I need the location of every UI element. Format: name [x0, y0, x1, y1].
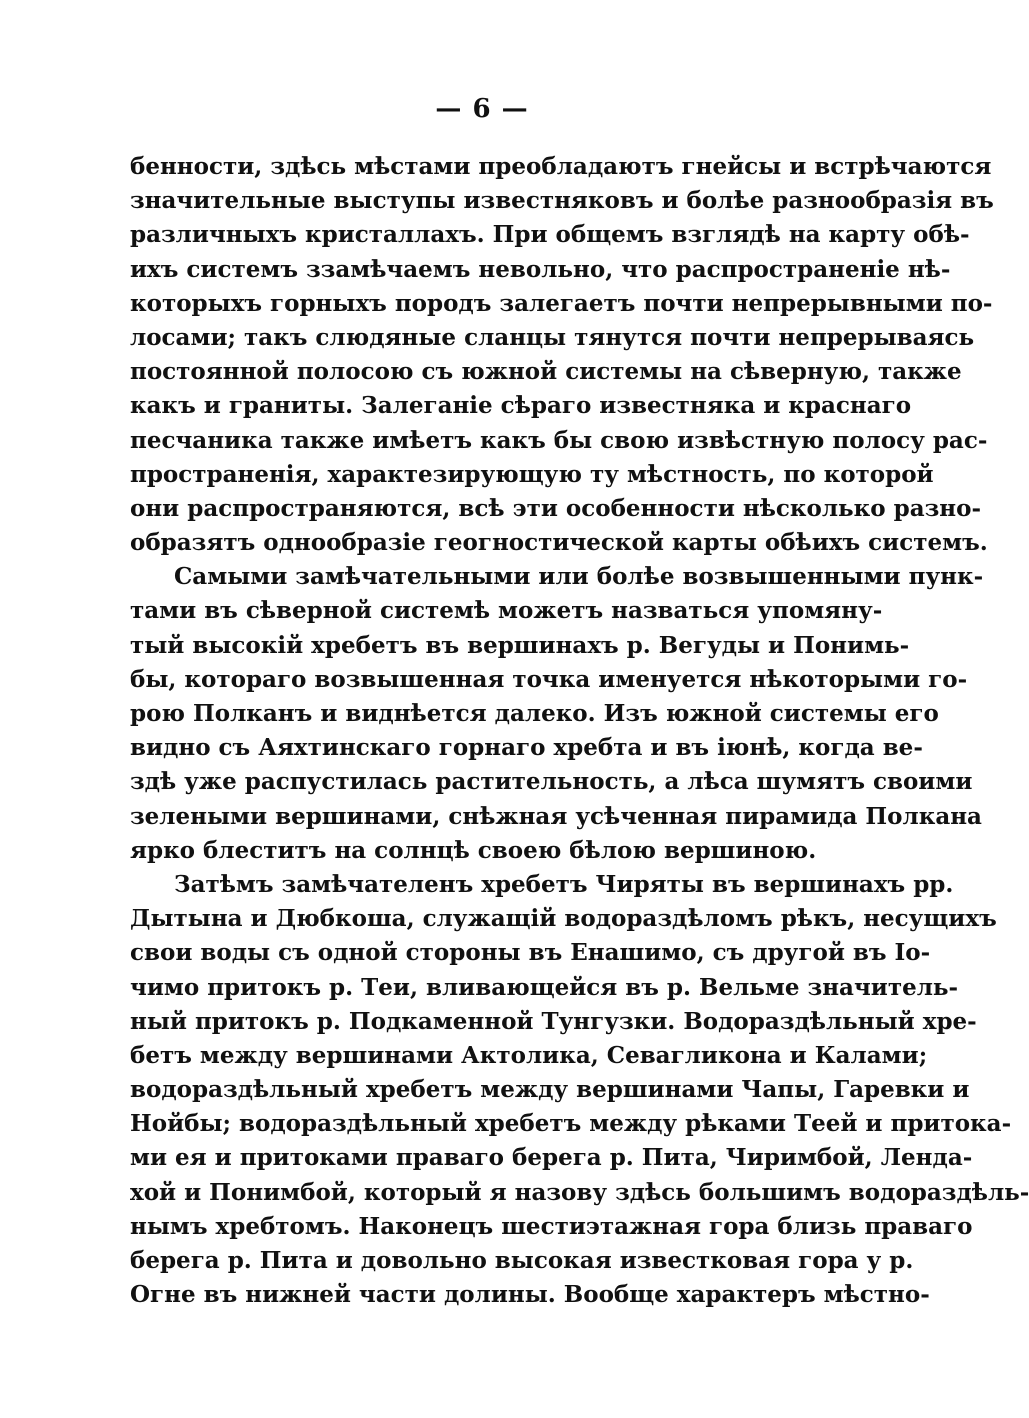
text-line: хой и Понимбой, который я назову здѣсь большимъ водораздѣль- [130, 1178, 1029, 1206]
text-line: они распространяются, всѣ эти особенности нѣсколько разно- [130, 494, 982, 522]
text-line: водораздѣльный хребетъ между вершинами Чапы, Гаревки и [130, 1076, 970, 1104]
text-line: Дытына и Дюбкоша, служащій водораздѣломъ рѣкъ, несущихъ [130, 905, 997, 933]
text-line: нымъ хребтомъ. Наконецъ шестиэтажная гора близь праваго [130, 1212, 973, 1240]
text-line: рою Полканъ и виднѣется далеко. Изъ южной системы его [130, 700, 939, 727]
text-line: значительные выступы известняковъ и болѣе разнообразія въ [130, 187, 994, 215]
text-line: лосами; такъ слюдяные сланцы тянутся почти непрерываясь [130, 323, 975, 351]
body-text [130, 150, 1029, 1312]
text-line: бы, котораго возвышенная точка именуется нѣкоторыми го- [130, 665, 968, 693]
text-line: различныхъ кристаллахъ. При общемъ взглядѣ на карту обѣ- [130, 221, 970, 249]
page-number: — 6 — [435, 94, 529, 124]
paragraph-1 [130, 150, 994, 560]
paragraph-2 [130, 560, 984, 868]
text-line: видно съ Аяхтинскаго горнаго хребта и въ іюнѣ, когда ве- [130, 734, 923, 762]
text-line: какъ и граниты. Залеганіе сѣраго известняка и краснаго [130, 392, 912, 420]
text-line: здѣ уже распустилась растительность, а лѣса шумятъ своими [130, 768, 973, 796]
paragraph-3 [130, 868, 1029, 1312]
text-line: ный притокъ р. Подкаменной Тунгузки. Водораздѣльный хре- [130, 1007, 977, 1035]
text-line: образятъ однообразіе геогностической карты обѣихъ системъ. [130, 529, 988, 557]
text-line: Затѣмъ замѣчателенъ хребетъ Чиряты въ вершинахъ рр. [174, 870, 954, 898]
text-line: которыхъ горныхъ породъ залегаетъ почти непрерывными по- [130, 289, 993, 317]
text-line: берега р. Пита и довольно высокая известковая гора у р. [130, 1247, 914, 1274]
text-line: Самыми замѣчательными или болѣе возвышенными пунк- [174, 563, 984, 591]
text-line: свои воды съ одной стороны въ Енашимо, съ другой въ Іо- [130, 939, 931, 967]
text-line: песчаника также имѣетъ какъ бы свою извѣстную полосу рас- [130, 426, 988, 454]
text-line: бетъ между вершинами Актолика, Севагликона и Калами; [130, 1041, 928, 1069]
text-line: пространенія, характезирующую ту мѣстность, по которой [130, 460, 934, 488]
text-line: ми ея и притоками праваго берега р. Пита, Чиримбой, Ленда- [130, 1144, 973, 1172]
text-line: зелеными вершинами, снѣжная усѣченная пирамида Полкана [130, 802, 982, 830]
text-line: ихъ системъ ззамѣчаемъ невольно, что распространеніе нѣ- [130, 255, 951, 283]
text-line: чимо притокъ р. Теи, вливающейся въ р. Вельме значитель- [130, 973, 959, 1001]
text-line: бенности, здѣсь мѣстами преобладаютъ гнейсы и встрѣчаются [130, 153, 992, 180]
text-line: Огне въ нижней части долины. Вообще характеръ мѣстно- [130, 1281, 930, 1309]
text-line: ярко блеститъ на солнцѣ своею бѣлою вершиною. [130, 836, 817, 864]
text-line: Нойбы; водораздѣльный хребетъ между рѣками Теей и притока- [130, 1110, 1012, 1138]
text-line: постоянной полосою съ южной системы на сѣверную, также [130, 358, 962, 386]
text-line: тый высокій хребетъ въ вершинахъ р. Вегуды и Понимь- [130, 631, 910, 659]
text-line: тами въ сѣверной системѣ можетъ назваться упомяну- [130, 597, 883, 625]
